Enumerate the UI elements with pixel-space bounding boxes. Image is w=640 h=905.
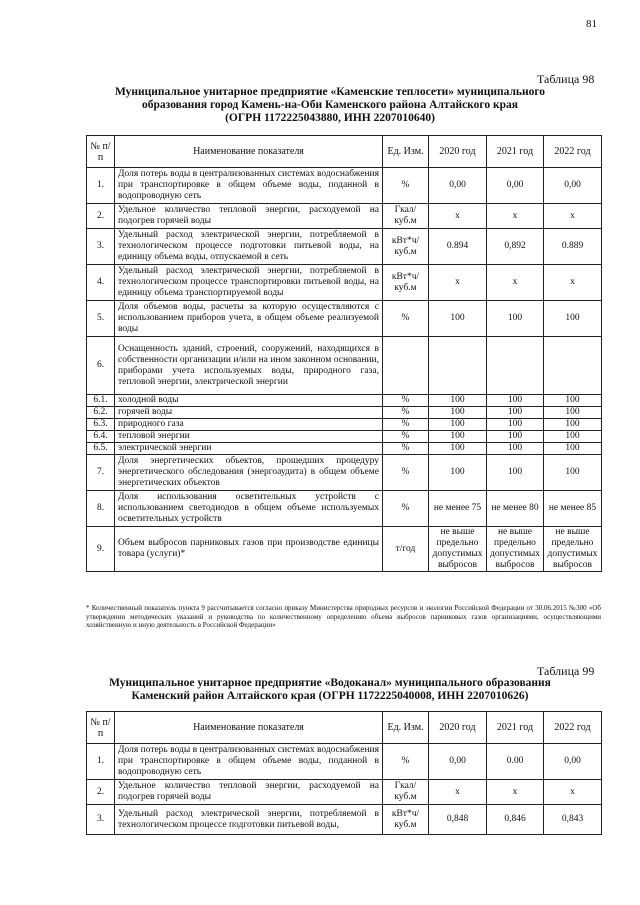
- table-99-header-row: [87, 712, 602, 744]
- row-unit: %: [383, 491, 429, 527]
- header-2020: 2020 год: [429, 136, 487, 168]
- table-98-title-line: (ОГРН 1172225043880, ИНН 2207010640): [225, 112, 435, 124]
- header-unit: Ед. Изм.: [383, 712, 429, 744]
- table-row: [87, 431, 602, 443]
- value-2022: 100: [544, 419, 602, 431]
- table-row: [87, 265, 602, 301]
- row-number: 4.: [87, 265, 115, 301]
- value-2022: 100: [544, 301, 602, 337]
- value-2022: 100: [544, 455, 602, 491]
- value-2021: 0,00: [487, 168, 544, 204]
- value-2021: 100: [487, 443, 544, 455]
- table-row: [87, 395, 602, 407]
- value-2022: 0.889: [544, 229, 602, 265]
- row-number: 9.: [87, 527, 115, 572]
- row-unit: %: [383, 419, 429, 431]
- row-unit: %: [383, 443, 429, 455]
- row-number: 3.: [87, 805, 115, 835]
- value-2022: 100: [544, 395, 602, 407]
- row-name: горячей воды: [115, 407, 383, 419]
- header-2020: 2020 год: [429, 712, 487, 744]
- value-2022: х: [544, 780, 602, 805]
- value-2022: 100: [544, 407, 602, 419]
- value-2022: не выше предельно допустимых выбросов: [544, 527, 602, 572]
- row-number: 7.: [87, 455, 115, 491]
- value-2020: 0,00: [429, 744, 487, 780]
- row-unit: %: [383, 407, 429, 419]
- row-name: электрической энергии: [115, 443, 383, 455]
- row-name: Удельный расход электрической энергии, потребляемой в технологическом процессе подготовки питьевой воды, на единицу объема воды, отпускаемой в сеть: [115, 229, 383, 265]
- row-number: 1.: [87, 744, 115, 780]
- row-unit: %: [383, 744, 429, 780]
- row-name: природного газа: [115, 419, 383, 431]
- header-2021: 2021 год: [487, 136, 544, 168]
- row-number: 6.4.: [87, 431, 115, 443]
- row-number: 6.: [87, 337, 115, 395]
- table-row: [87, 168, 602, 204]
- row-number: 5.: [87, 301, 115, 337]
- table-99: [86, 711, 602, 835]
- value-2021: не выше предельно допустимых выбросов: [487, 527, 544, 572]
- header-name: Наименование показателя: [115, 712, 383, 744]
- value-2020: 0,00: [429, 168, 487, 204]
- header-2022: 2022 год: [544, 136, 602, 168]
- value-2020: х: [429, 265, 487, 301]
- row-name: Доля потерь воды в централизованных системах водоснабжения при транспортировке в общем объеме воды, поданной в водопроводную сеть: [115, 744, 383, 780]
- value-2021: 0,892: [487, 229, 544, 265]
- row-unit: %: [383, 455, 429, 491]
- table-98: [86, 135, 602, 572]
- value-2020: х: [429, 204, 487, 229]
- value-2021: 0.00: [487, 744, 544, 780]
- row-unit: кВт*ч/ куб.м: [383, 229, 429, 265]
- table-row: [87, 455, 602, 491]
- value-2020: 100: [429, 301, 487, 337]
- row-name: Удельное количество тепловой энергии, расходуемой на подогрев горячей воды: [115, 204, 383, 229]
- table-99-label: Таблица 99: [537, 664, 595, 678]
- table-row: [87, 491, 602, 527]
- row-number: 6.1.: [87, 395, 115, 407]
- row-unit: т/год: [383, 527, 429, 572]
- row-name: Доля объемов воды, расчеты за которую осуществляются с использованием приборов учета, в общем объеме реализуемой воды: [115, 301, 383, 337]
- value-2021: 100: [487, 407, 544, 419]
- row-name: Доля потерь воды в централизованных системах водоснабжения при транспортировке в общем объеме воды, поданной в водопроводную сеть: [115, 168, 383, 204]
- value-2020: х: [429, 780, 487, 805]
- footnote: * Количественный показатель пункта 9 рассчитывается согласно приказу Министерства природных ресурсов и экологии Российской Федерации от 30.06.2015 №300 «Об утверждении методических указаний и руководства по количественному определению объема выбросов парниковых газов организациями, осуществляющими хозяйственную и иную деятельность в Российской Федерации»: [86, 604, 601, 629]
- value-2021: х: [487, 204, 544, 229]
- table-row: [87, 527, 602, 572]
- header-2021: 2021 год: [487, 712, 544, 744]
- table-row: [87, 780, 602, 805]
- table-row: [87, 443, 602, 455]
- value-2020: [429, 337, 487, 395]
- row-number: 6.3.: [87, 419, 115, 431]
- table-row: [87, 805, 602, 835]
- row-unit: Гкал/ куб.м: [383, 204, 429, 229]
- row-name: холодной воды: [115, 395, 383, 407]
- table-row: [87, 229, 602, 265]
- value-2021: 0,846: [487, 805, 544, 835]
- row-unit: %: [383, 168, 429, 204]
- row-name: Объем выбросов парниковых газов при производстве единицы товара (услуги)*: [115, 527, 383, 572]
- value-2022: х: [544, 204, 602, 229]
- value-2022: не менее 85: [544, 491, 602, 527]
- row-number: 6.2.: [87, 407, 115, 419]
- table-99-title-line: Муниципальное унитарное предприятие «Водоканал» муниципального образования: [109, 677, 551, 689]
- header-num: № п/п: [87, 136, 115, 168]
- table-row: [87, 337, 602, 395]
- row-name: тепловой энергии: [115, 431, 383, 443]
- value-2020: не выше предельно допустимых выбросов: [429, 527, 487, 572]
- value-2020: 100: [429, 407, 487, 419]
- table-row: [87, 419, 602, 431]
- row-number: 8.: [87, 491, 115, 527]
- table-row: [87, 407, 602, 419]
- row-number: 2.: [87, 780, 115, 805]
- value-2020: 100: [429, 419, 487, 431]
- value-2020: 0.894: [429, 229, 487, 265]
- row-number: 2.: [87, 204, 115, 229]
- value-2021: 100: [487, 455, 544, 491]
- value-2022: [544, 337, 602, 395]
- value-2020: 100: [429, 431, 487, 443]
- value-2022: 0,00: [544, 744, 602, 780]
- table-99-title: [60, 677, 600, 703]
- value-2020: не менее 75: [429, 491, 487, 527]
- value-2020: 100: [429, 443, 487, 455]
- row-name: Доля энергетических объектов, прошедших процедуру энергетического обследования (энергоаудита) в общем объеме энергетических объектов: [115, 455, 383, 491]
- row-unit: %: [383, 301, 429, 337]
- row-unit: %: [383, 431, 429, 443]
- header-name: Наименование показателя: [115, 136, 383, 168]
- value-2020: 100: [429, 455, 487, 491]
- value-2022: 100: [544, 431, 602, 443]
- row-name: Оснащенность зданий, строений, сооружений, находящихся в собственности организации и/или на ином законном основании, приборами учета используемых воды, природного газа, тепловой энергии, электрической энергии: [115, 337, 383, 395]
- row-unit: кВт*ч/ куб.м: [383, 265, 429, 301]
- row-unit: кВт*ч/ куб.м: [383, 805, 429, 835]
- row-name: Удельный расход электрической энергии, потребляемой в технологическом процессе подготовки питьевой воды,: [115, 805, 383, 835]
- value-2021: [487, 337, 544, 395]
- value-2020: 0,848: [429, 805, 487, 835]
- table-98-title-line: Муниципальное унитарное предприятие «Каменские теплосети» муниципального: [114, 86, 546, 98]
- table-98-title-line: образования город Камень-на-Оби Каменского района Алтайского края: [142, 99, 518, 111]
- value-2021: х: [487, 780, 544, 805]
- table-row: [87, 204, 602, 229]
- row-unit: Гкал/ куб.м: [383, 780, 429, 805]
- header-unit: Ед. Изм.: [383, 136, 429, 168]
- table-row: [87, 301, 602, 337]
- row-unit: %: [383, 395, 429, 407]
- table-99-title-line: Каменский район Алтайского края (ОГРН 1172225040008, ИНН 2207010626): [131, 690, 529, 702]
- value-2022: х: [544, 265, 602, 301]
- page-number: 81: [586, 18, 597, 30]
- value-2021: 100: [487, 419, 544, 431]
- value-2022: 0,00: [544, 168, 602, 204]
- table-98-title: [60, 86, 600, 125]
- value-2021: не менее 80: [487, 491, 544, 527]
- value-2021: 100: [487, 431, 544, 443]
- table-98-header-row: [87, 136, 602, 168]
- row-name: Доля использования осветительных устройств с использованием светодиодов в общем объеме используемых осветительных устройств: [115, 491, 383, 527]
- row-number: 1.: [87, 168, 115, 204]
- table-row: [87, 744, 602, 780]
- value-2022: 100: [544, 443, 602, 455]
- table-98-label: Таблица 98: [537, 72, 595, 86]
- row-name: Удельное количество тепловой энергии, расходуемой на подогрев горячей воды: [115, 780, 383, 805]
- value-2020: 100: [429, 395, 487, 407]
- header-2022: 2022 год: [544, 712, 602, 744]
- row-name: Удельный расход электрической энергии, потребляемой в технологическом процессе транспортировки питьевой воды, на единицу объема транспортируемой воды: [115, 265, 383, 301]
- value-2021: х: [487, 265, 544, 301]
- value-2021: 100: [487, 395, 544, 407]
- row-unit: [383, 337, 429, 395]
- row-number: 3.: [87, 229, 115, 265]
- value-2022: 0,843: [544, 805, 602, 835]
- value-2021: 100: [487, 301, 544, 337]
- header-num: № п/п: [87, 712, 115, 744]
- row-number: 6.5.: [87, 443, 115, 455]
